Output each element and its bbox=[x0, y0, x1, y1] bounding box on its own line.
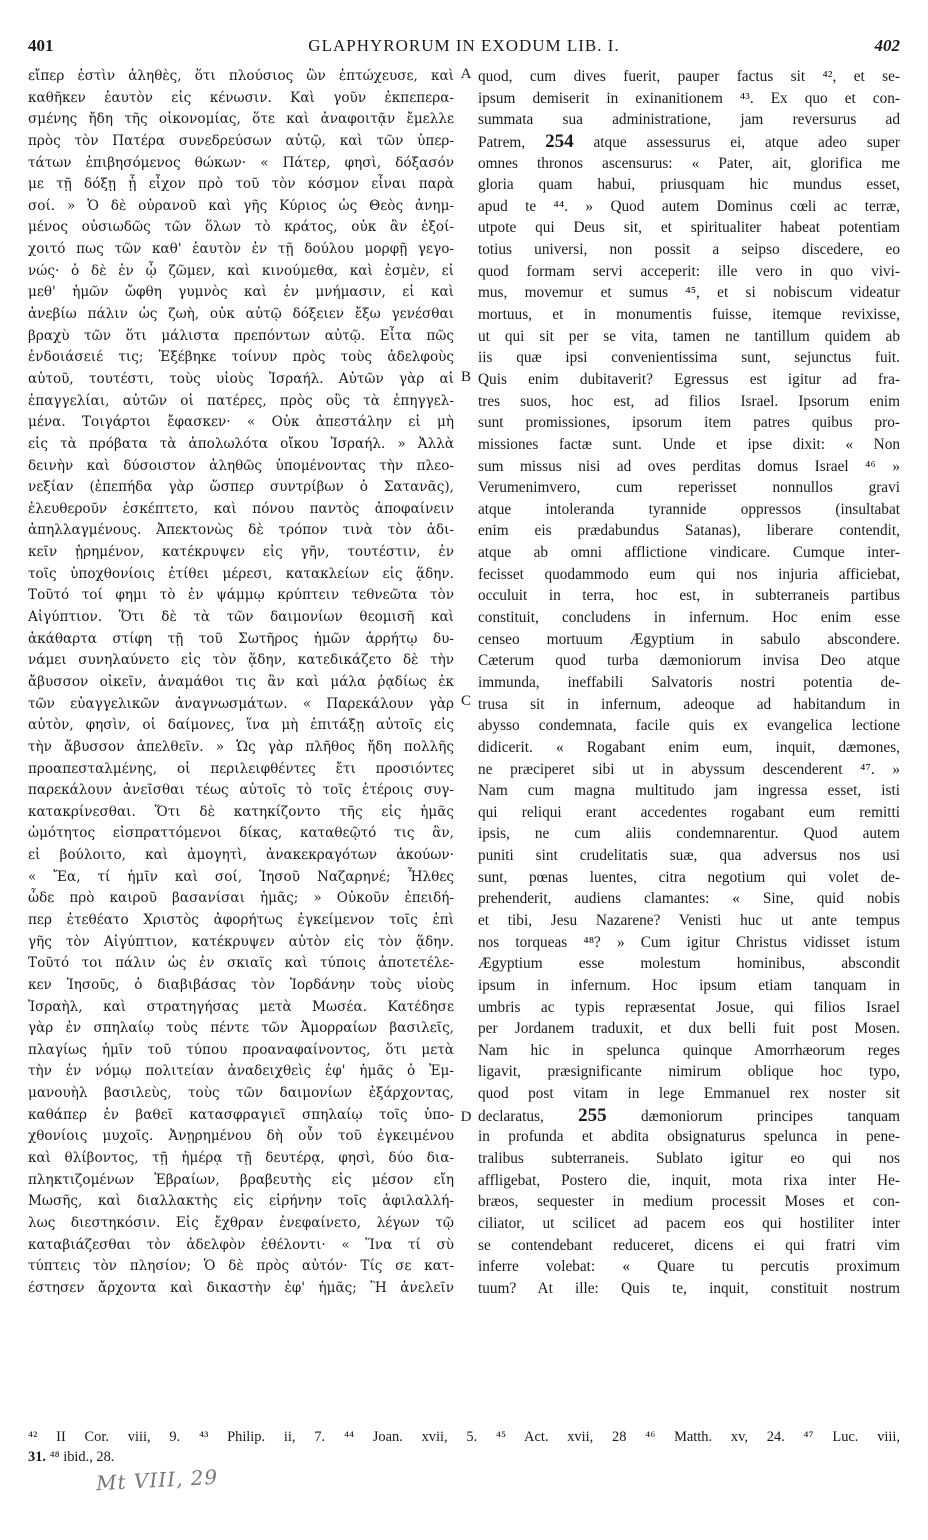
greek-text-line: κεν Ἰησοῦς, ὁ διαβιβάσας τὸν Ἰορδάνην τοὺς υἱοὺς bbox=[28, 976, 454, 993]
latin-text-line: ipsum in infernum. Hoc ipsum etiam tanquam in bbox=[478, 976, 900, 994]
latin-text-line: ipsis, ne cum aliis condemnarentur. Quod autem bbox=[478, 825, 900, 843]
greek-text-line: ἐπαγγελίαι, αὐτῶν οἱ πατέρες, πρὸς οὓς τὰ ἐπηγγελ- bbox=[28, 392, 454, 409]
latin-text-line: ut qui sit per se vita, tamen ne tantillum quidem ab bbox=[478, 327, 900, 345]
greek-text-line: λως διεστηκόσιν. Εἰς ἔχθραν ἐνεφαίνετο, λέγων τῷ bbox=[28, 1214, 454, 1231]
greek-text-line: ὧδε πρὸ καιροῦ βασανίσαι ἡμᾶς; » Οὐκοῦν ἐπειδή- bbox=[28, 890, 454, 907]
latin-text-line: quod, cum dives fuerit, pauper factus sit ⁴², et se- bbox=[478, 68, 900, 85]
latin-text-line: Verumenimvero, cum reperisset nonnullos gravi bbox=[478, 479, 900, 497]
greek-text-line: Μωσῆς, καὶ διαλλακτὴς εἰς εἰρήνην τοῖς ἀφιλαλλή- bbox=[28, 1193, 454, 1210]
greek-text-line: νεξίαν (ἐπεπήδα γὰρ ὥσπερ συντρίβων ὁ Σατανᾶς), bbox=[28, 479, 454, 496]
greek-text-line: Τοῦτό τοί φημι τὸ ἐν ψάμμῳ κρύπτειν τεθνεῶτα τὸν bbox=[28, 587, 454, 604]
latin-text-line: declaratus, 255 dæmoniorum principes tanquam bbox=[478, 1104, 900, 1126]
greek-text-line: μεθ' ἡμῶν ὤφθη γυμνὸς καὶ ἐν μνήμασιν, εἰ καὶ bbox=[28, 284, 454, 301]
latin-text-line: omnes thronos ascensurus: « Pater, ait, glorifica me bbox=[478, 154, 900, 172]
latin-text-line: quod formam servi acceperit: ille vero in quo vivi- bbox=[478, 262, 900, 280]
greek-text-line: ἀπηλλαγμένους. Ἀπεκτονὼς δὲ τρόπον τινὰ τὸν ἀδι- bbox=[28, 522, 454, 539]
latin-text-line: fecisset quodammodo eum qui nos injuria afficiebat, bbox=[478, 565, 900, 583]
greek-text-line: τὴν ἐν νόμῳ πολιτείαν ἀναδειχθεὶς ἐφ' ἡμᾶς ὁ Ἐμ- bbox=[28, 1063, 454, 1080]
section-marker-b: B bbox=[460, 369, 471, 385]
section-marker-a: A bbox=[460, 66, 472, 82]
greek-text-line: έστησεν ἄρχοντα καὶ δικαστὴν ἐφ' ἡμᾶς; Ἢ ἀνελεῖν bbox=[28, 1279, 454, 1296]
latin-text-line: ipsum demiserit in exinanitionem ⁴³. Ex quo et con- bbox=[478, 89, 900, 107]
latin-text-line: sunt, pœnas luentes, citra negotium qui volet de- bbox=[478, 868, 900, 886]
latin-text-line: per Jordanem traduxit, et dux belli fuit post Mosen. bbox=[478, 1020, 900, 1038]
greek-text-line: προαπεσταλμένης, οἱ περιλειφθέντες ἔτι προσιόντες bbox=[28, 760, 454, 777]
latin-text-line: immunda, ineffabili Salvatoris nostri potentia de- bbox=[478, 673, 900, 691]
section-markers bbox=[455, 66, 477, 1446]
greek-text-line: βραχὺ τῶν ὅτι μάλιστα πρεπόντων αὐτῷ. Εἶτα πῶς bbox=[28, 327, 454, 344]
footnotes bbox=[28, 1427, 900, 1467]
greek-text-line: καθάπερ ἐν βαθεῖ κατασφραγιεῖ σπηλαίῳ τοῖς ὑπο- bbox=[28, 1106, 454, 1123]
latin-text-line: Quis enim dubitaverit? Egressus est igitur ad fra- bbox=[478, 370, 900, 388]
greek-text-line: γὰρ ἐν σπηλαίῳ τοὺς πέντε τῶν Ἀμορραίων βασιλεῖς, bbox=[28, 1020, 454, 1037]
greek-text-line: χθονίοις μυχοῖς. Ἀνῃρημένου δὴ οὖν τοῦ ἐγκειμένου bbox=[28, 1128, 454, 1145]
greek-text-line: ὠμότητος εἰσπραττόμενοι δίκας, καταθεῷτό τις ἂν, bbox=[28, 825, 454, 842]
latin-text-line: et tibi, Jesu Nazarene? Venisti huc ut ante tempus bbox=[478, 911, 900, 929]
greek-text-line: ἀνεβίω πάλιν ὡς ζωὴ, οὐκ αὐτῷ δόξειεν ἔξω γενέσθαι bbox=[28, 306, 454, 323]
greek-text-line: Τοῦτό τοι πάλιν ὡς ἐν σκιαῖς καὶ τύποις ἀποτετέλε- bbox=[28, 955, 454, 972]
latin-text-line: iis quæ ipsi convenientissima sunt, sejunctus fuit. bbox=[478, 349, 900, 367]
greek-text-line: τάτων ἐπιβησόμενος θώκων· « Πάτερ, φησὶ, δόξασόν bbox=[28, 154, 454, 171]
page-number-right: 402 bbox=[874, 36, 900, 55]
greek-text-line: μένος οὐσιωδῶς τῶν ὅλων τὸ κράτος, οὐκ ἂν ἐξοί- bbox=[28, 219, 454, 236]
latin-text-line: mortuus, et in monumentis fuisse, itemque revixisse, bbox=[478, 306, 900, 324]
latin-text-line: tralibus subterraneis. Sublato igitur eo qui nos bbox=[478, 1150, 900, 1168]
greek-text-line: μανουὴλ βασιλεὺς, τοὺς τῶν δαιμονίων ἐξάρχοντας, bbox=[28, 1085, 454, 1102]
latin-text-line: ligavit, præsignificante nimirum oblique hoc typo, bbox=[478, 1063, 900, 1081]
latin-text-line: occuluit in terra, hoc est, in subterraneis partibus bbox=[478, 587, 900, 605]
greek-text-line: ἐνδοιάσειέ τις; Ἐξέβηκε τοίνυν πρὸς τοὺς ἀδελφοὺς bbox=[28, 349, 454, 366]
page-header bbox=[28, 36, 900, 58]
latin-text-line: puniti sint crudelitatis suæ, qua adversus nos usi bbox=[478, 847, 900, 865]
greek-text-line: καὶ θλίβοντος, τῇ ἡμέρᾳ τῇ δευτέρᾳ, φησὶ, δύο δια- bbox=[28, 1150, 454, 1167]
greek-text-line: αὐτοῦ, τουτέστι, τοὺς υἱοὺς Ἰσραήλ. Αὐτῶν γὰρ αἱ bbox=[28, 370, 454, 387]
greek-text-line: καταβιάζεσθαι τὸν ἀδελφὸν ἐθέλοντι· « Ἵνα τί σὺ bbox=[28, 1236, 454, 1253]
latin-text-line: ciliator, ut scilicet ad pacem eos qui hostiliter inter bbox=[478, 1214, 900, 1232]
latin-text-line: qui reliqui erant accedentes rogabant eum remitti bbox=[478, 803, 900, 821]
latin-text-line: Patrem, 254 atque assessurus ei, atque adeo super bbox=[478, 130, 900, 152]
latin-text-line: bræos, sequester in medium processit Moses et con- bbox=[478, 1193, 900, 1211]
greek-text-line: χοιτό πως τῶν καθ' ἑαυτὸν ἐν τῇ δούλου μορφῇ γεγο- bbox=[28, 241, 454, 258]
footnote-line: 31. ⁴⁸ ibid., 28. bbox=[28, 1449, 115, 1465]
latin-text-line: Cæterum quod turba dæmoniorum invisa Deo atque bbox=[478, 652, 900, 670]
latin-text-line: summata sua administratione, jam reversurus ad bbox=[478, 111, 900, 129]
greek-text-line: πρὸς τὸν Πατέρα συνεδρεύσων αὐτῷ, καὶ τῶν ὑπερ- bbox=[28, 132, 454, 149]
greek-text-line: καθῆκεν ἑαυτὸν εἰς κένωσιν. Καὶ γοῦν ἐκπεπερα- bbox=[28, 89, 454, 106]
greek-text-line: τὴν ἄβυσσον ἀπελθεῖν. » Ὡς γὰρ πλῆθος ἤδη πολλῆς bbox=[28, 738, 454, 755]
latin-text-line: quod post vitam in lege Emmanuel rex noster sit bbox=[478, 1085, 900, 1103]
greek-text-line: κατακρίνεσθαι. Ὅτι δὲ κατηκίζοντο τῆς εἰς ἡμᾶς bbox=[28, 803, 454, 820]
latin-text-line: censeo mortuum Ægyptium in sabulo abscondere. bbox=[478, 630, 900, 648]
latin-text-line: constituit, concludens in infernum. Hoc enim esse bbox=[478, 609, 900, 627]
greek-text-line: σοί. » Ὁ δὲ οὐρανοῦ καὶ γῆς Κύριος ὡς Θεὸς ἀνημ- bbox=[28, 197, 454, 214]
greek-text-line: ἐλευθεροῦν ἐσκέπτετο, καὶ πόνου παντὸς ἀποφαίνειν bbox=[28, 500, 454, 517]
greek-text-line: νώς· ὁ δὲ ἐν ᾧ ζῶμεν, καὶ κινούμεθα, καὶ ἐσμὲν, εἰ bbox=[28, 262, 454, 279]
latin-text-line: affligebat, Postero die, inquit, mota rixa inter He- bbox=[478, 1171, 900, 1189]
latin-text-line: tuum? At ille: Quis te, inquit, constituit nostrum bbox=[478, 1279, 900, 1297]
greek-text-line: κεῖν ᾑρημένον, κατέκρυψεν εἰς γῆν, τουτέστιν, ἐν bbox=[28, 544, 454, 561]
greek-text-line: περ ἐτεθέατο Χριστὸς ἀφορήτως ἐγκείμενον τοῖς ἐπὶ bbox=[28, 911, 454, 928]
greek-text-line: πλαγίως ἡμῖν τοῦ τύπου προαναφαίνοντος, ὅτι μετὰ bbox=[28, 1041, 454, 1058]
section-marker-c: C bbox=[460, 693, 471, 709]
greek-text-line: παρεκάλουν ἀνεῖσθαι τέως αὐτοῖς τὸ τοῖς ἑτέροις συγ- bbox=[28, 782, 454, 799]
latin-text-line: inferre volebat: « Quare tu percutis proximum bbox=[478, 1258, 900, 1276]
greek-text-line: Ἰσραὴλ, καὶ στρατηγήσας μετὰ Μωσέα. Κατέδησε bbox=[28, 998, 454, 1015]
greek-column bbox=[28, 66, 454, 1300]
latin-text-line: apud te ⁴⁴. » Quod autem Dominus cœli ac terræ, bbox=[478, 197, 900, 215]
latin-text-line: trusa sit in infernum, adeoque ad habitandum in bbox=[478, 695, 900, 713]
greek-text-line: νάμει συνηλαύνετο εἰς τὸν ᾅδην, κατεδικάζετο δὲ τὴν bbox=[28, 652, 454, 669]
greek-text-line: αὐτὸν, φησὶν, οἱ δαίμονες, ἵνα μὴ ἐπιτάξῃ αὐτοῖς εἰς bbox=[28, 717, 454, 734]
greek-text-line: γῆς τὸν Αἰγύπτιον, κατέκρυψεν αὐτὸν εἰς τὸν ᾅδην. bbox=[28, 933, 454, 950]
latin-text-line: tres suos, hoc est, ad filios Israel. Ipsorum enim bbox=[478, 392, 900, 410]
greek-text-line: δεινὴν καὶ δύσοιστον ἀληθῶς ὑπομένοντας τὴν πλεο- bbox=[28, 457, 454, 474]
latin-text-line: sum missus nisi ad oves perditas domus Israel ⁴⁶ » bbox=[478, 457, 900, 475]
greek-text-line: τύπτεις τὸν πλησίον; Ὁ δὲ πρὸς αὐτόν· Τίς σε κατ- bbox=[28, 1258, 454, 1275]
latin-text-line: umbris ac typis repræsentat Josue, qui filios Israel bbox=[478, 998, 900, 1016]
footnote-line: ⁴² II Cor. viii, 9. ⁴³ Philip. ii, 7. ⁴⁴ Joan. xvii, 5. ⁴⁵ Act. xvii, 28 ⁴⁶ Matth. xv, 24. ⁴⁷ Luc. viii, bbox=[28, 1429, 900, 1445]
section-marker-d: D bbox=[460, 1109, 472, 1125]
greek-text-line: ἄβυσσον οἰκεῖν, ἀναμάθοι τις ἂν καὶ μάλα ῥᾳδίως ἐκ bbox=[28, 673, 454, 690]
latin-text-line: Nam hic in spelunca quinque Amorrhæorum reges bbox=[478, 1041, 900, 1059]
latin-text-line: atque ab omni afflictione vindicare. Cumque inter- bbox=[478, 544, 900, 562]
latin-text-line: ne præciperet sibi ut in abyssum descenderent ⁴⁷. » bbox=[478, 760, 900, 778]
latin-text-line: in profunda et abdita obsignaturus spelunca in pene- bbox=[478, 1128, 900, 1146]
page-number-left: 401 bbox=[28, 36, 54, 55]
greek-text-line: τῶν εὐαγγελικῶν ἀναγνωσμάτων. « Παρεκάλουν γὰρ bbox=[28, 695, 454, 712]
latin-text-line: sunt promissiones, ipsorum item patres quibus pro- bbox=[478, 414, 900, 432]
latin-text-line: abysso condemnata, facile quis ex evangelica lectione bbox=[478, 717, 900, 735]
latin-text-line: Ægyptium esse molestum hominibus, abscondit bbox=[478, 955, 900, 973]
greek-text-line: τοῖς ὑποχθονίοις ἐτίθει μέρεσι, κατακλείων εἰς ᾅδην. bbox=[28, 565, 454, 582]
latin-text-line: missiones factæ sunt. Unde et ipse dixit: « Non bbox=[478, 435, 900, 453]
latin-text-line: mus, movemur et sumus ⁴⁵, et si nobiscum videatur bbox=[478, 284, 900, 302]
greek-text-line: σμένης ἤδη τῆς οἰκονομίας, ὅτε καὶ ἀναφοιτᾷν ἔμελλε bbox=[28, 111, 454, 128]
latin-text-line: enim eis prædabundus Satanas), liberare contendit, bbox=[478, 522, 900, 540]
greek-text-line: ἀκάθαρτα στίφη τῇ τοῦ Σωτῆρος ἡμῶν ἀρρήτῳ δυ- bbox=[28, 630, 454, 647]
handwritten-annotation: Mt VIII, 29 bbox=[95, 1464, 219, 1496]
latin-text-line: nos torqueas ⁴⁸? » Cum igitur Christus vidisset istum bbox=[478, 933, 900, 951]
latin-text-line: Nam cum magna multitudo jam ingressa esset, isti bbox=[478, 782, 900, 800]
greek-text-line: εἰ βούλοιτο, καὶ ἀμογητὶ, ἀνακεκραγότων ἀκούων· bbox=[28, 847, 454, 864]
greek-text-line: εἰς τὰ πρόβατα τὰ ἀπολωλότα οἴκου Ἰσραήλ. » Ἀλλὰ bbox=[28, 435, 454, 452]
greek-text-line: μένα. Τοιγάρτοι ἔφασκεν· « Οὐκ ἀπεστάλην εἰ μὴ bbox=[28, 414, 454, 431]
running-title: GLAPHYRORUM IN EXODUM LIB. I. bbox=[308, 36, 620, 55]
latin-text-line: gloria quam habui, priusquam hic mundus esset, bbox=[478, 176, 900, 194]
latin-text-line: se contendebant reduceret, dicens ei qui fratri vim bbox=[478, 1236, 900, 1254]
latin-text-line: atque intoleranda tyrannide oppressos (insultabat bbox=[478, 500, 900, 518]
latin-column bbox=[478, 66, 900, 1300]
greek-text-line: « Ἔα, τί ἡμῖν καὶ σοί, Ἰησοῦ Ναζαρηνέ; Ἦλθες bbox=[28, 868, 454, 885]
greek-text-line: πληκτιζομένων Ἑβραίων, βραβευτὴς εἰς μέσον εἴη bbox=[28, 1171, 454, 1188]
latin-text-line: utpote qui Deus sit, et spiritualiter habeat potentiam bbox=[478, 219, 900, 237]
latin-text-line: prehenderit, audiens clamantes: « Sine, quid nobis bbox=[478, 890, 900, 908]
greek-text-line: εἴπερ ἐστὶν ἀληθὲς, ὅτι πλούσιος ὢν ἐπτώχευσε, καὶ bbox=[28, 68, 454, 84]
latin-text-line: didicerit. « Rogabant enim eum, inquit, dæmones, bbox=[478, 738, 900, 756]
latin-text-line: totius universi, non possit a seipso discedere, eo bbox=[478, 241, 900, 259]
greek-text-line: με τῇ δόξῃ ᾗ εἶχον πρὸ τοῦ τὸν κόσμον εἶναι παρὰ bbox=[28, 176, 454, 193]
greek-text-line: Αἰγύπτιον. Ὅτι δὲ τὰ τῶν δαιμονίων θεομισῆ καὶ bbox=[28, 609, 454, 626]
